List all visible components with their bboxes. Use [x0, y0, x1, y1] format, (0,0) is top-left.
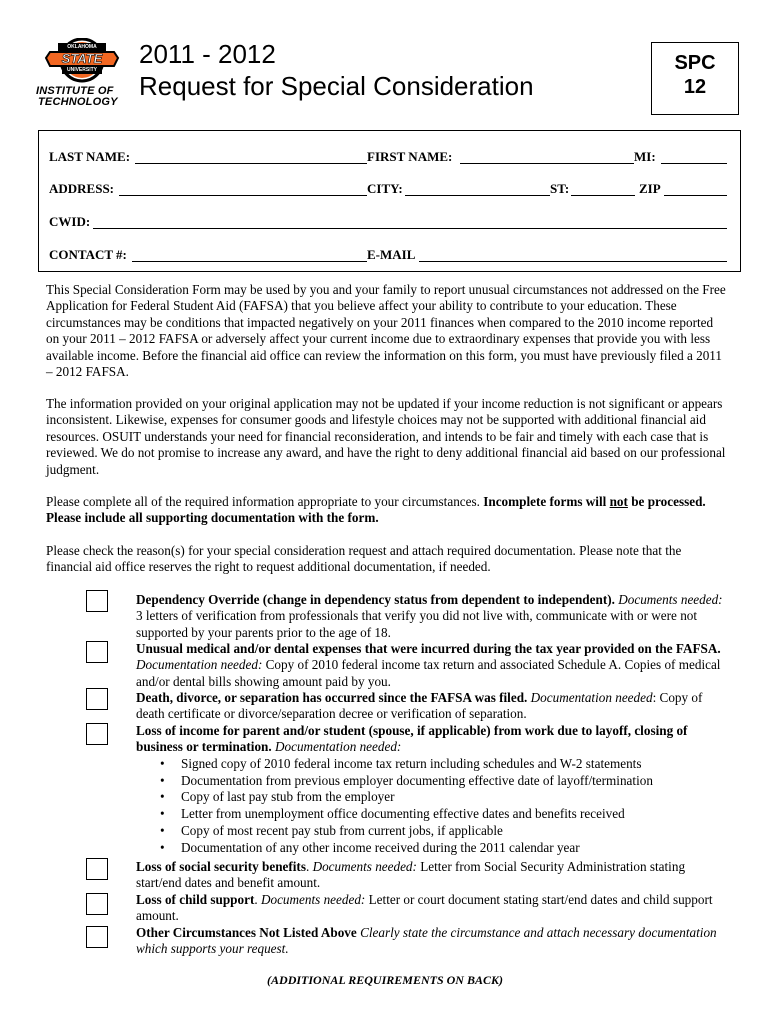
- state-field[interactable]: [571, 195, 635, 196]
- form-code-box: [651, 42, 739, 115]
- city-field[interactable]: [405, 195, 550, 196]
- reason-title: Unusual medical and/or dental expenses that were incurred during the tax year provided on the FAFSA.: [136, 641, 721, 656]
- reason-doc-label: Documents needed:: [312, 859, 417, 874]
- reason-title: Death, divorce, or separation has occurred since the FAFSA was filed.: [136, 690, 528, 705]
- reason-detail: Copy of 2010 federal income tax return and associated Schedule A. Copies of medical and/or dental bills showing amount paid by you.: [136, 657, 721, 689]
- footer-note: (ADDITIONAL REQUIREMENTS ON BACK): [267, 973, 503, 987]
- reason-social-security: Loss of social security benefits. Documents needed: Letter from Social Security Administration stating start/end dates and benefit amount.: [136, 859, 686, 891]
- loss-of-income-documents: [160, 756, 720, 856]
- intro-paragraph: This Special Consideration Form may be used by you and your family to report unusual circumstances not addressed on the Free Application for Federal Student Aid (FAFSA) that you believe affect your ability to contribute to your education. These circumstances may be conditions that impacted negatively on your 2011 finances when compared to the 2010 income reported on your 2011 – 2012 FAFSA or adversely affect your current income due to extraordinary expenses that provide you with less available income. Before the financial aid office can review the information on this form, you must have previously filed a 2011 – 2012 FAFSA.: [46, 282, 726, 380]
- last-name-label: LAST NAME:: [49, 149, 131, 164]
- list-item: • Signed copy of 2010 federal income tax return including schedules and W-2 statements: [160, 756, 720, 773]
- checkbox-death-divorce[interactable]: [86, 688, 108, 710]
- logo-line2: TECHNOLOGY: [38, 96, 118, 108]
- state-label: ST:: [550, 181, 570, 196]
- form-title: [139, 38, 534, 102]
- form-year: 2011 - 2012: [139, 39, 276, 69]
- checkbox-loss-of-income[interactable]: [86, 723, 108, 745]
- reason-title: Dependency Override (change in dependency status from dependent to independent).: [136, 592, 615, 607]
- form-heading: Request for Special Consideration: [139, 71, 534, 101]
- reason-title: Loss of income for parent and/or student (spouse, if applicable) from work due to layoff, closing of business or termination.: [136, 723, 688, 755]
- contact-row: [49, 247, 739, 263]
- mi-field[interactable]: [661, 163, 727, 164]
- checkbox-other-circumstances[interactable]: [86, 926, 108, 948]
- reason-detail: Copy of death certificate or divorce/separation decree or verification of separation.: [136, 690, 703, 722]
- address-label: ADDRESS:: [49, 181, 115, 196]
- reason-doc-label: Documentation needed:: [136, 657, 263, 673]
- reason-doc-label: Documents needed:: [260, 892, 366, 907]
- cwid-row: [49, 214, 739, 230]
- logo-banner-main: STATE: [61, 51, 103, 66]
- list-item: • Copy of most recent pay stub from current jobs, if applicable: [160, 823, 720, 840]
- reason-detail: Letter or court document stating start/end dates and child support amount.: [136, 892, 713, 924]
- reason-child-support: Loss of child support. Documents needed: Letter or court document stating start/end dates and child support amount.: [136, 892, 713, 924]
- completion-warning-b: be processed. Please include all supporting documentation with the form.: [46, 494, 706, 526]
- checkbox-child-support[interactable]: [86, 893, 108, 915]
- logo-line1: INSTITUTE OF: [36, 85, 114, 97]
- first-name-field[interactable]: [460, 163, 634, 164]
- address-row: [49, 181, 739, 197]
- reason-medical-expenses: [136, 641, 726, 690]
- logo-banner-bottom: UNIVERSITY: [66, 67, 97, 73]
- email-label: E-MAIL: [367, 247, 416, 262]
- address-field[interactable]: [119, 195, 367, 196]
- list-item: • Documentation from previous employer documenting effective date of layoff/termination: [160, 773, 720, 790]
- list-item: • Letter from unemployment office documenting effective dates and benefits received: [160, 806, 720, 823]
- completion-warning-a: Incomplete forms will: [483, 494, 610, 509]
- completion-paragraph: [46, 494, 726, 527]
- logo-banner-top: OKLAHOMA: [67, 44, 97, 50]
- reason-other-circumstances: [136, 925, 726, 958]
- reason-dependency-override: [136, 592, 726, 641]
- zip-label: ZIP: [639, 181, 661, 196]
- name-row: [49, 149, 739, 165]
- reason-loss-of-income: [136, 723, 726, 756]
- form-code-line2: 12: [683, 76, 707, 98]
- zip-field[interactable]: [664, 195, 727, 196]
- mi-label: MI:: [634, 149, 656, 164]
- first-name-label: FIRST NAME:: [367, 149, 453, 164]
- city-label: CITY:: [367, 181, 403, 196]
- checkbox-social-security[interactable]: [86, 858, 108, 880]
- form-code-line1: SPC: [674, 52, 716, 74]
- reason-doc-label: Documents needed:: [618, 592, 723, 607]
- contact-label: CONTACT #:: [49, 247, 127, 262]
- cwid-field[interactable]: [93, 228, 727, 229]
- reason-doc-label: Documentation needed: [530, 690, 653, 705]
- logo-wordmark: [36, 86, 128, 108]
- student-info-box: [38, 130, 741, 272]
- completion-warning-not: not: [609, 494, 628, 509]
- reason-doc-label: Clearly state the circumstance and attach necessary documentation which supports your request.: [136, 925, 717, 957]
- cwid-label: CWID:: [49, 214, 91, 229]
- checkbox-medical-expenses[interactable]: [86, 641, 108, 663]
- policy-paragraph: The information provided on your original application may not be updated if your income reduction is not significant or appears inconsistent. Likewise, expenses for consumer goods and lifestyle choices may not be supported with additional financial aid resources. OSUIT understands your need for financial reconsideration, and intends to be fair and timely with each case that is reviewed. We do not promise to increase any award, and have the right to deny additional financial aid based on our professional judgment.: [46, 396, 726, 477]
- list-item: • Documentation of any other income received during the 2011 calendar year: [160, 840, 720, 857]
- checkbox-dependency-override[interactable]: [86, 590, 108, 612]
- reason-detail: 3 letters of verification from professionals that verify you did not live with, communicate with or were not supported by your parents prior to the age of 18.: [136, 608, 698, 640]
- completion-text: Please complete all of the required information appropriate to your circumstances.: [46, 494, 484, 509]
- reason-title: Loss of child support: [136, 892, 255, 907]
- osuit-logo: [36, 38, 128, 118]
- list-item: • Copy of last pay stub from the employer: [160, 789, 720, 806]
- email-field[interactable]: [419, 261, 727, 262]
- reason-detail: Letter from Social Security Administration stating start/end dates and benefit amount.: [136, 859, 686, 891]
- reason-death-divorce: Death, divorce, or separation has occurred since the FAFSA was filed. Documentation needed: Copy of death certificate or divorce/separation decree or verification of separation.: [136, 690, 703, 722]
- reason-title: Other Circumstances Not Listed Above: [136, 925, 357, 940]
- contact-field[interactable]: [132, 261, 367, 262]
- reason-title: Loss of social security benefits: [136, 859, 306, 874]
- last-name-field[interactable]: [135, 163, 367, 164]
- reason-doc-label: Documentation needed:: [274, 739, 402, 755]
- reasons-instructions: Please check the reason(s) for your special consideration request and attach required documentation. Please note that the financial aid office reserves the right to request additional documentation, if needed.: [46, 543, 682, 575]
